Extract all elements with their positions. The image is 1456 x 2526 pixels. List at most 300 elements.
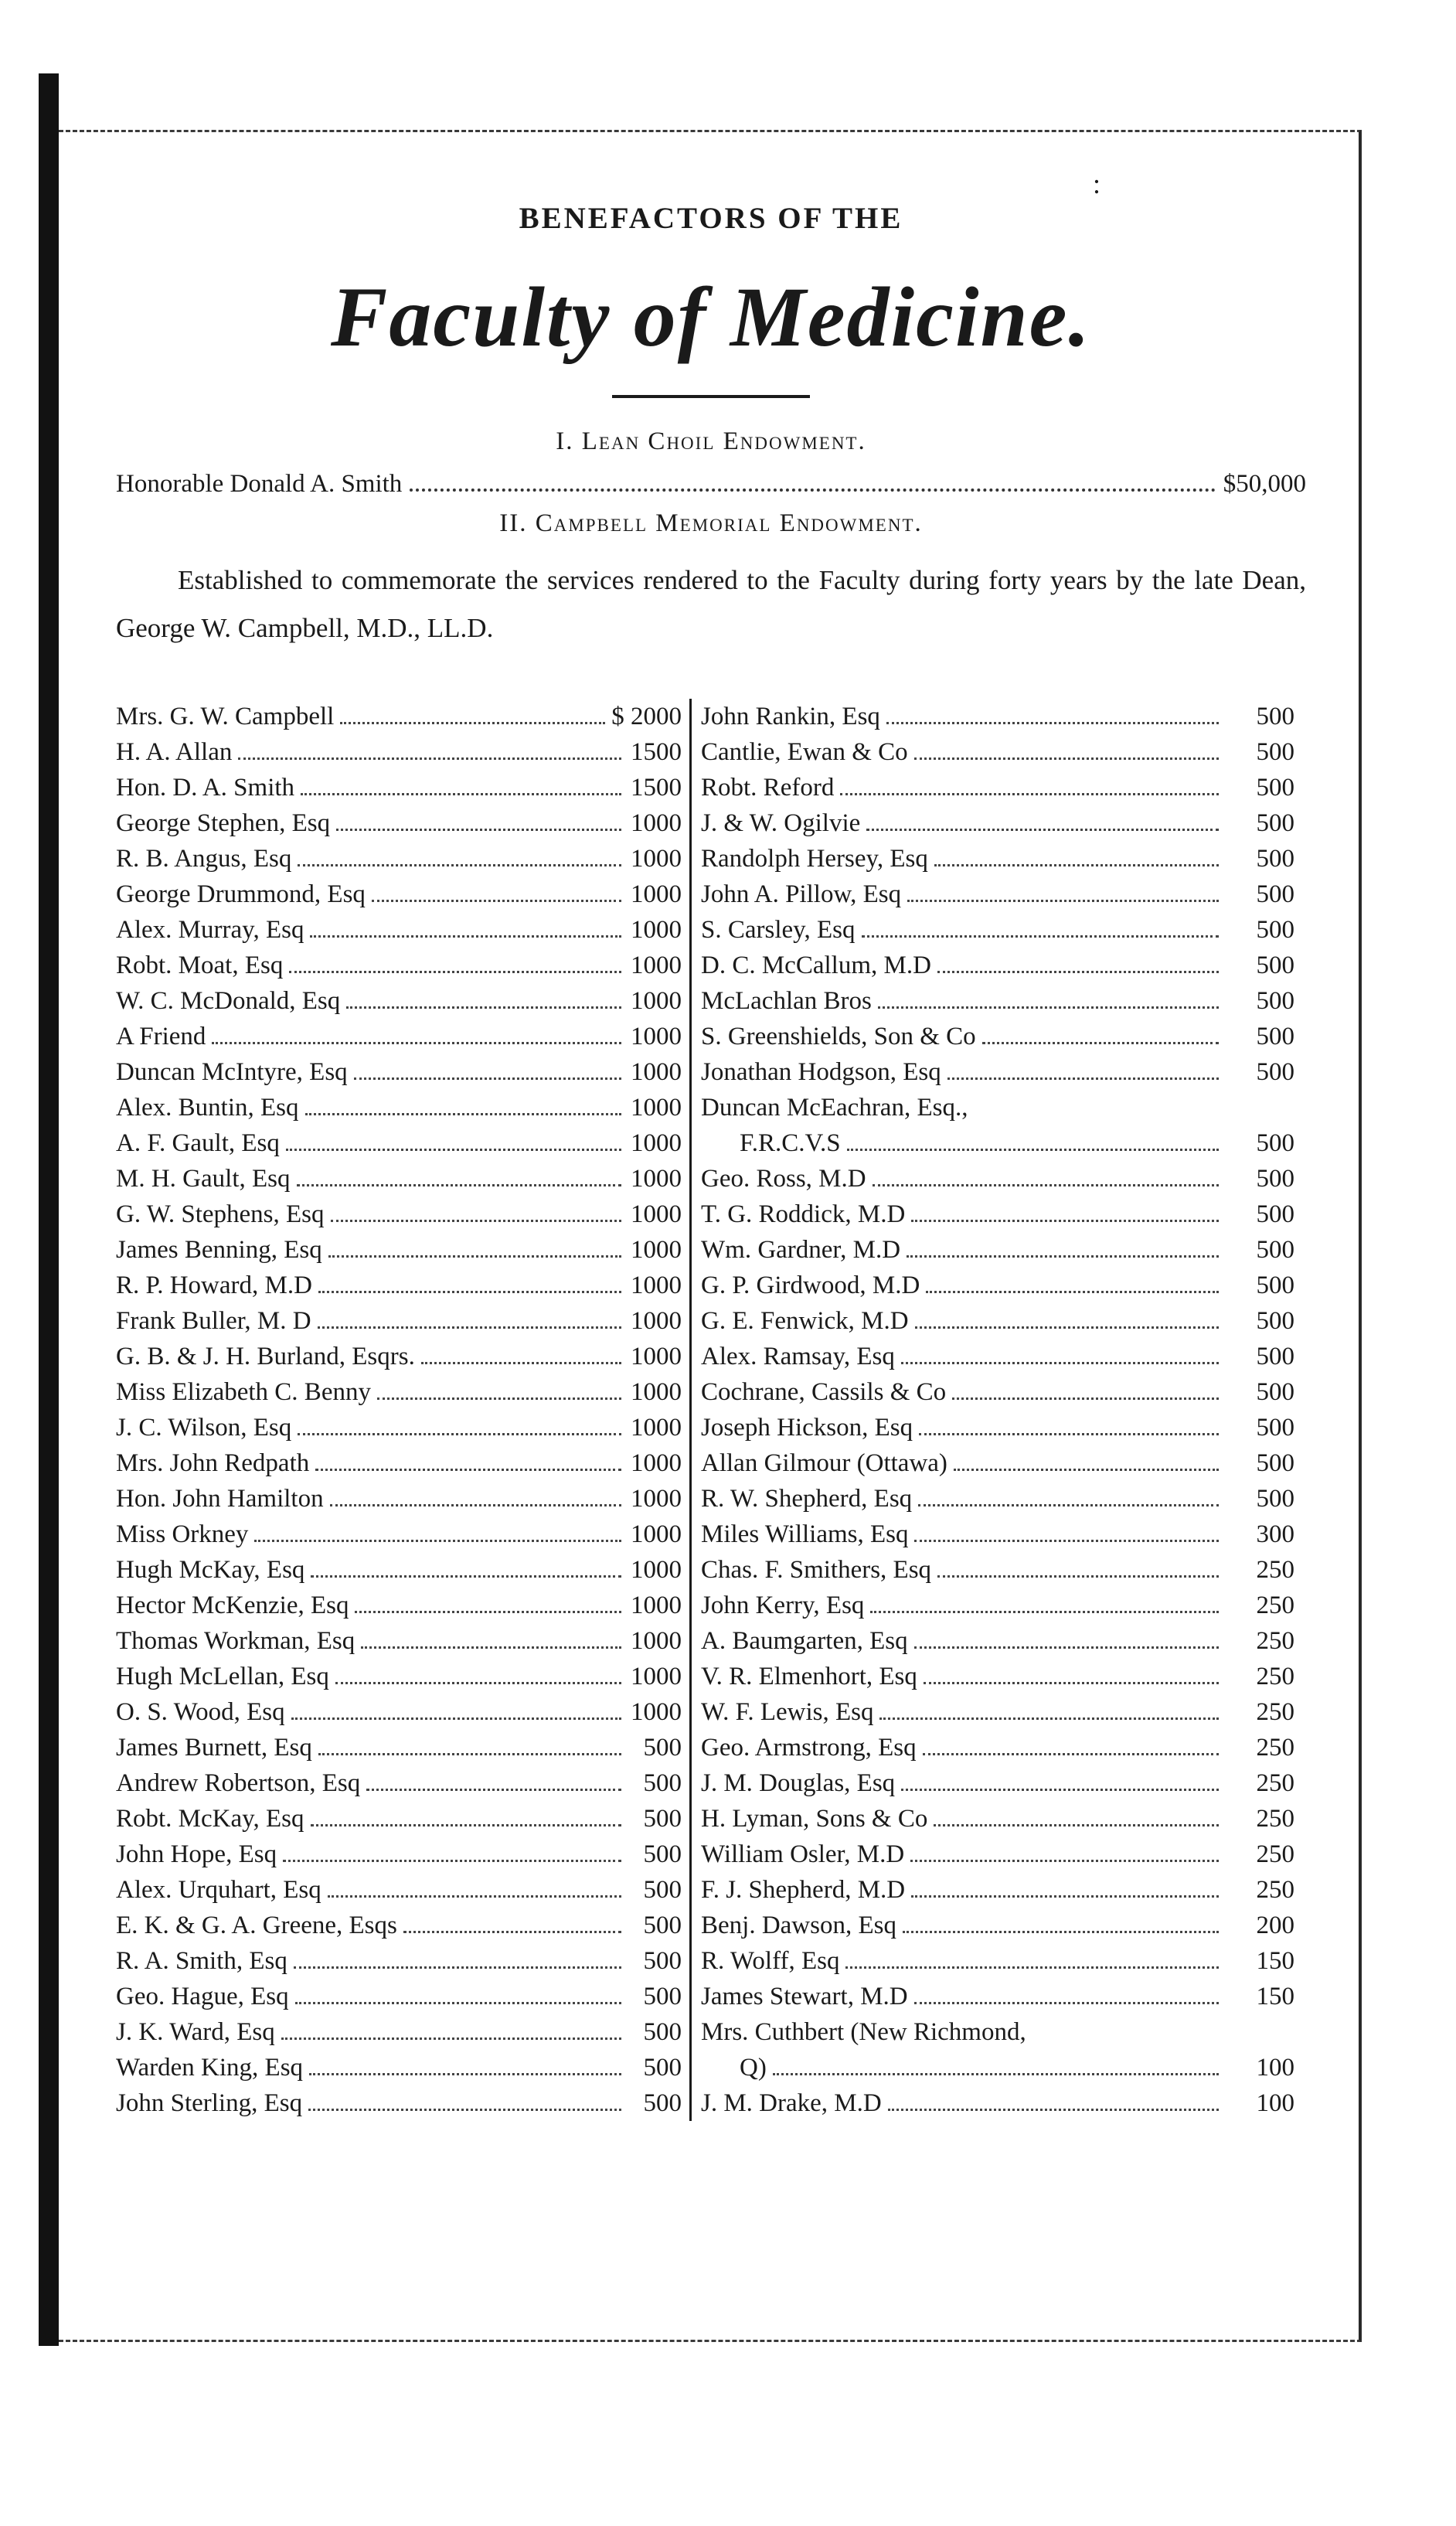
- donor-row: [116, 699, 682, 734]
- donor-name: G. P. Girdwood, M.D: [701, 1272, 920, 1299]
- donor-amount: 500: [643, 1876, 682, 1904]
- donor-row: [701, 1481, 1294, 1517]
- donor-row: [116, 1908, 682, 1943]
- donor-row: [116, 2050, 682, 2085]
- donor-row: [701, 1125, 1294, 1161]
- donor-name: George Drummond, Esq: [116, 880, 366, 908]
- donor-name: Warden King, Esq: [116, 2054, 304, 2082]
- dot-leader: [238, 757, 621, 760]
- donor-amount: 500: [643, 2054, 682, 2082]
- donor-row: [701, 983, 1294, 1019]
- donor-amount: 500: [1256, 1378, 1294, 1406]
- donor-name: Cochrane, Cassils & Co: [701, 1378, 947, 1406]
- donor-row: [701, 1517, 1294, 1552]
- dot-leader: [866, 829, 1219, 831]
- donor-name: Hugh McLellan, Esq: [116, 1663, 329, 1690]
- dot-leader: [297, 1184, 622, 1186]
- donor-amount: 1000: [631, 1485, 682, 1513]
- donor-row: [116, 1410, 682, 1445]
- dot-leader: [845, 1966, 1219, 1969]
- donor-row: [701, 1410, 1294, 1445]
- donor-amount: 1000: [631, 1378, 682, 1406]
- header-subtitle: BENEFACTORS OF THE: [519, 202, 903, 235]
- header-title: Faculty of Medicine.: [330, 270, 1092, 364]
- dot-leader: [330, 1504, 621, 1506]
- donor-name: F. J. Shepherd, M.D: [701, 1876, 906, 1904]
- donor-row: [701, 1837, 1294, 1872]
- donor-name: T. G. Roddick, M.D: [701, 1200, 906, 1228]
- dot-leader: [254, 1540, 621, 1542]
- dot-leader: [331, 1220, 621, 1222]
- donor-row: [701, 1303, 1294, 1339]
- donor-amount: 500: [1256, 1449, 1294, 1477]
- donor-amount: 1000: [631, 1663, 682, 1690]
- donor-amount: 500: [643, 1912, 682, 1939]
- dot-leader: [355, 1611, 621, 1613]
- dot-leader: [336, 829, 621, 831]
- right-donor-column: [692, 699, 1294, 2121]
- donor-name: Miles Williams, Esq: [701, 1520, 909, 1548]
- donor-amount: 500: [1256, 1272, 1294, 1299]
- donor-amount: 1000: [631, 1236, 682, 1264]
- dot-leader: [937, 971, 1219, 973]
- dot-leader: [289, 971, 621, 973]
- dot-leader: [301, 793, 621, 795]
- donor-name: J. C. Wilson, Esq: [116, 1414, 292, 1442]
- donor-row: [701, 1659, 1294, 1694]
- donor-amount: 1000: [631, 1094, 682, 1122]
- donor-amount: 1000: [631, 987, 682, 1015]
- donor-row: [116, 1019, 682, 1054]
- dot-leader: [311, 1575, 621, 1578]
- donor-name: R. W. Shepherd, Esq: [701, 1485, 913, 1513]
- donor-row: [701, 1161, 1294, 1197]
- donor-name: McLachlan Bros: [701, 987, 872, 1015]
- dot-leader: [937, 1575, 1219, 1578]
- donor-name: Allan Gilmour (Ottawa): [701, 1449, 947, 1477]
- donor-row: [116, 1339, 682, 1374]
- donor-amount: 500: [1256, 1307, 1294, 1335]
- donor-amount: 500: [643, 1947, 682, 1975]
- donor-name: Q): [740, 2054, 767, 2082]
- donor-name: Chas. F. Smithers, Esq: [701, 1556, 932, 1584]
- donor-amount: 1000: [631, 1449, 682, 1477]
- donor-row: [116, 1623, 682, 1659]
- dot-leader: [934, 864, 1219, 866]
- donor-amount: 500: [643, 2018, 682, 2046]
- donor-amount: 500: [1256, 987, 1294, 1015]
- dot-leader: [294, 1966, 621, 1969]
- donor-amount: 1000: [631, 1343, 682, 1370]
- donor-row: [116, 877, 682, 912]
- donor-name: Randolph Hersey, Esq: [701, 845, 928, 873]
- donor-row: [116, 1481, 682, 1517]
- donor-name: E. K. & G. A. Greene, Esqs: [116, 1912, 397, 1939]
- donor-amount: 500: [643, 1734, 682, 1762]
- dot-leader: [910, 1860, 1219, 1862]
- donor-row: [116, 2014, 682, 2050]
- donor-name: Duncan McIntyre, Esq: [116, 1058, 348, 1086]
- dot-leader: [862, 935, 1219, 938]
- donor-amount: 1000: [631, 952, 682, 979]
- donor-name: O. S. Wood, Esq: [116, 1698, 285, 1726]
- dot-leader: [361, 1646, 621, 1649]
- donor-amount: 500: [1256, 1165, 1294, 1193]
- donor-row: [116, 1943, 682, 1979]
- dot-leader: [315, 1469, 621, 1471]
- donor-name: R. B. Angus, Esq: [116, 845, 292, 873]
- donor-name: Alex. Ramsay, Esq: [701, 1343, 895, 1370]
- donor-amount: 1000: [631, 1627, 682, 1655]
- dot-leader: [305, 1113, 622, 1115]
- donor-name: Alex. Murray, Esq: [116, 916, 304, 944]
- donor-row: [701, 877, 1294, 912]
- donor-name: Alex. Buntin, Esq: [116, 1094, 299, 1122]
- donor-name: Miss Elizabeth C. Benny: [116, 1378, 371, 1406]
- dot-leader: [907, 1255, 1219, 1258]
- donor-amount: 250: [1256, 1556, 1294, 1584]
- dot-leader: [954, 1469, 1219, 1471]
- dot-leader: [311, 1824, 621, 1826]
- dot-leader: [914, 2002, 1219, 2004]
- donor-amount: 500: [1256, 1485, 1294, 1513]
- donor-name: Hector McKenzie, Esq: [116, 1592, 349, 1619]
- donor-row: [116, 1872, 682, 1908]
- donor-row: [116, 1445, 682, 1481]
- donor-name: Thomas Workman, Esq: [116, 1627, 355, 1655]
- donor-amount: 1000: [631, 1592, 682, 1619]
- donor-row: [701, 1588, 1294, 1623]
- donor-row: [116, 1588, 682, 1623]
- dot-leader: [212, 1042, 621, 1044]
- donor-row: [116, 948, 682, 983]
- donor-amount: 1000: [631, 1414, 682, 1442]
- donor-name: Robt. Moat, Esq: [116, 952, 284, 979]
- dot-leader: [295, 2002, 621, 2004]
- donor-amount: 1000: [631, 845, 682, 873]
- donor-row: [116, 1801, 682, 1837]
- donor-row: [701, 1197, 1294, 1232]
- dot-leader: [888, 2109, 1219, 2111]
- donor-name: Jonathan Hodgson, Esq: [701, 1058, 941, 1086]
- donor-name: Geo. Armstrong, Esq: [701, 1734, 917, 1762]
- donor-name: H. Lyman, Sons & Co: [701, 1805, 928, 1833]
- donor-name: John Kerry, Esq: [701, 1592, 865, 1619]
- donor-name: R. Wolff, Esq: [701, 1947, 840, 1975]
- donor-name: Mrs. Cuthbert (New Richmond,: [701, 2018, 1026, 2046]
- donor-amount: 500: [1256, 1200, 1294, 1228]
- donor-name: James Stewart, M.D: [701, 1983, 908, 2010]
- dot-leader: [926, 1291, 1219, 1293]
- donor-row: [116, 1197, 682, 1232]
- donor-name: G. W. Stephens, Esq: [116, 1200, 325, 1228]
- donor-row: [701, 841, 1294, 877]
- donor-row: [701, 1054, 1294, 1090]
- donor-name: Mrs. John Redpath: [116, 1449, 310, 1477]
- donor-amount: 250: [1256, 1627, 1294, 1655]
- donor-name: Andrew Robertson, Esq: [116, 1769, 361, 1797]
- dot-leader: [915, 1326, 1219, 1329]
- donor-amount: 250: [1256, 1734, 1294, 1762]
- section1-donor-line: [116, 470, 1306, 499]
- donor-name: S. Carsley, Esq: [701, 916, 856, 944]
- donor-amount: 1000: [631, 916, 682, 944]
- donor-amount: 1500: [631, 774, 682, 802]
- title-rule: [612, 395, 810, 398]
- section2-heading: II. Campbell Memorial Endowment.: [499, 509, 923, 537]
- book-spine-shadow: [39, 73, 59, 2346]
- dot-leader: [914, 1540, 1219, 1542]
- donor-amount: 1000: [631, 1165, 682, 1193]
- donor-row: [116, 1090, 682, 1125]
- donor-name: W. C. McDonald, Esq: [116, 987, 341, 1015]
- dot-leader: [318, 1326, 621, 1329]
- donor-amount: 250: [1256, 1769, 1294, 1797]
- donor-row: [701, 1730, 1294, 1765]
- donor-row: [701, 1623, 1294, 1659]
- donor-name: Geo. Hague, Esq: [116, 1983, 289, 2010]
- donor-name: Robt. Reford: [701, 774, 835, 802]
- donor-amount: 250: [1256, 1592, 1294, 1619]
- dot-leader: [878, 1006, 1219, 1009]
- donor-row: [701, 1268, 1294, 1303]
- dot-leader: [840, 793, 1219, 795]
- donor-amount: 150: [1256, 1947, 1294, 1975]
- donor-row: [701, 734, 1294, 770]
- donor-row: [116, 1303, 682, 1339]
- donor-row: [701, 1090, 1294, 1125]
- donor-row: [701, 1445, 1294, 1481]
- donor-row: [701, 1552, 1294, 1588]
- dot-leader: [421, 1362, 621, 1364]
- donor-name: G. E. Fenwick, M.D: [701, 1307, 909, 1335]
- dot-leader: [318, 1753, 621, 1755]
- donor-amount: 1000: [631, 1023, 682, 1050]
- donor-amount: 250: [1256, 1876, 1294, 1904]
- dot-leader: [907, 900, 1219, 902]
- donor-row: [701, 1979, 1294, 2014]
- donor-amount: 500: [1256, 774, 1294, 802]
- donor-row: [116, 1659, 682, 1694]
- donor-row: [116, 1125, 682, 1161]
- donor-name: George Stephen, Esq: [116, 809, 331, 837]
- donor-name: Benj. Dawson, Esq: [701, 1912, 896, 1939]
- dot-leader: [377, 1397, 621, 1400]
- dot-leader: [914, 1646, 1219, 1649]
- donor-name: Geo. Ross, M.D: [701, 1165, 866, 1193]
- dot-leader: [298, 864, 621, 866]
- donor-name: James Benning, Esq: [116, 1236, 322, 1264]
- donor-name: J. M. Douglas, Esq: [701, 1769, 896, 1797]
- donor-amount: 100: [1256, 2054, 1294, 2082]
- donor-row: [701, 805, 1294, 841]
- donor-row: [116, 1268, 682, 1303]
- donor-row: [701, 1943, 1294, 1979]
- donor-name: Hugh McKay, Esq: [116, 1556, 305, 1584]
- donor-amount: 500: [1256, 1414, 1294, 1442]
- dot-leader: [934, 1824, 1219, 1826]
- donor-name: R. A. Smith, Esq: [116, 1947, 287, 1975]
- donor-amount: 1000: [631, 1520, 682, 1548]
- donor-row: [116, 805, 682, 841]
- donor-row: [701, 1019, 1294, 1054]
- donor-name: D. C. McCallum, M.D: [701, 952, 931, 979]
- donor-row: [701, 1765, 1294, 1801]
- donor-amount: 1000: [631, 809, 682, 837]
- donor-row: [116, 1161, 682, 1197]
- donor-row: [701, 1232, 1294, 1268]
- donor-name: W. F. Lewis, Esq: [701, 1698, 874, 1726]
- section1-donor-name: Honorable Donald A. Smith: [116, 470, 403, 498]
- donor-name: H. A. Allan: [116, 738, 233, 766]
- donor-amount: 500: [1256, 916, 1294, 944]
- dot-leader: [410, 489, 1215, 492]
- donor-name: Joseph Hickson, Esq: [701, 1414, 913, 1442]
- dot-leader: [911, 1220, 1219, 1222]
- donor-row: [116, 770, 682, 805]
- donor-row: [701, 1872, 1294, 1908]
- donor-name: James Burnett, Esq: [116, 1734, 312, 1762]
- donor-name: Hon. D. A. Smith: [116, 774, 295, 802]
- donor-amount: 1000: [631, 880, 682, 908]
- donor-amount: 500: [1256, 880, 1294, 908]
- donor-amount: 500: [643, 1769, 682, 1797]
- donor-row: [116, 1730, 682, 1765]
- donor-name: John A. Pillow, Esq: [701, 880, 902, 908]
- dot-leader: [923, 1753, 1219, 1755]
- donor-row: [701, 2085, 1294, 2121]
- donor-amount: 500: [1256, 1058, 1294, 1086]
- donor-row: [116, 1517, 682, 1552]
- dot-leader: [308, 2109, 621, 2111]
- dot-leader: [886, 722, 1219, 724]
- donor-row: [701, 1339, 1294, 1374]
- donor-name: John Sterling, Esq: [116, 2089, 303, 2117]
- donor-name: Mrs. G. W. Campbell: [116, 703, 335, 730]
- dot-leader: [879, 1717, 1219, 1720]
- margin-mark: :: [1093, 169, 1101, 199]
- donor-name: John Rankin, Esq: [701, 703, 880, 730]
- donor-amount: 100: [1256, 2089, 1294, 2117]
- donor-row: [701, 1694, 1294, 1730]
- dot-leader: [318, 1291, 621, 1293]
- donor-row: [116, 734, 682, 770]
- donor-name: Duncan McEachran, Esq.,: [701, 1094, 968, 1122]
- dot-leader: [346, 1006, 621, 1009]
- donor-name: V. R. Elmenhort, Esq: [701, 1663, 917, 1690]
- donor-name: William Osler, M.D: [701, 1840, 905, 1868]
- donor-name: Miss Orkney: [116, 1520, 249, 1548]
- donor-row: [116, 1694, 682, 1730]
- dot-leader: [952, 1397, 1219, 1400]
- section1-heading: I. Lean Choil Endowment.: [556, 427, 866, 455]
- page-content: [116, 193, 1306, 2121]
- donor-amount: 500: [643, 1840, 682, 1868]
- dot-leader: [372, 900, 621, 902]
- dot-leader: [309, 2073, 621, 2075]
- dot-leader: [403, 1931, 621, 1933]
- donor-row: [116, 1232, 682, 1268]
- dot-leader: [335, 1682, 621, 1684]
- donor-row: [701, 2050, 1294, 2085]
- donor-name: Frank Buller, M. D: [116, 1307, 311, 1335]
- dot-leader: [870, 1611, 1219, 1613]
- donor-amount: 1000: [631, 1556, 682, 1584]
- dot-leader: [286, 1149, 621, 1151]
- dot-leader: [919, 1433, 1219, 1435]
- donor-row: [116, 1837, 682, 1872]
- section2-description: Established to commemorate the services rendered to the Faculty during forty years by the late Dean, George W. Campbell, M.D., LL.D.: [116, 565, 1306, 643]
- dot-leader: [366, 1789, 621, 1791]
- donor-row: [116, 983, 682, 1019]
- donor-name: R. P. Howard, M.D: [116, 1272, 312, 1299]
- donor-name: F.R.C.V.S: [740, 1129, 841, 1157]
- donor-amount: 1500: [631, 738, 682, 766]
- dot-leader: [947, 1077, 1219, 1080]
- donor-name: G. B. & J. H. Burland, Esqrs.: [116, 1343, 415, 1370]
- section1-donor-amount: $50,000: [1223, 470, 1306, 498]
- dot-leader: [924, 1682, 1219, 1684]
- donor-amount: 500: [1256, 809, 1294, 837]
- donor-row: [116, 1374, 682, 1410]
- left-donor-column: [116, 699, 689, 2121]
- donor-amount: 200: [1256, 1912, 1294, 1939]
- dot-leader: [911, 1895, 1219, 1898]
- donor-amount: 250: [1256, 1663, 1294, 1690]
- donor-row: [701, 912, 1294, 948]
- donor-amount: 500: [1256, 1023, 1294, 1050]
- donor-name: J. & W. Ogilvie: [701, 809, 861, 837]
- donor-amount: 1000: [631, 1058, 682, 1086]
- donor-name: John Hope, Esq: [116, 1840, 277, 1868]
- donor-name: Robt. McKay, Esq: [116, 1805, 304, 1833]
- dot-leader: [903, 1931, 1219, 1933]
- donor-row: [116, 2085, 682, 2121]
- donor-row: [701, 948, 1294, 983]
- dot-leader: [328, 1895, 621, 1898]
- donor-amount: 500: [1256, 845, 1294, 873]
- donor-amount: 300: [1256, 1520, 1294, 1548]
- donor-name: A. F. Gault, Esq: [116, 1129, 280, 1157]
- donor-amount: 1000: [631, 1200, 682, 1228]
- donor-amount: 500: [1256, 738, 1294, 766]
- donor-row: [116, 1765, 682, 1801]
- donor-name: M. H. Gault, Esq: [116, 1165, 291, 1193]
- donor-amount: 500: [1256, 1236, 1294, 1264]
- dot-leader: [873, 1184, 1219, 1186]
- dot-leader: [918, 1504, 1219, 1506]
- dot-leader: [291, 1717, 621, 1720]
- donor-row: [701, 770, 1294, 805]
- donor-row: [116, 912, 682, 948]
- dot-leader: [298, 1433, 621, 1435]
- donor-row: [701, 1374, 1294, 1410]
- dot-leader: [847, 1149, 1219, 1151]
- dot-leader: [914, 757, 1219, 760]
- donor-amount: $ 2000: [611, 703, 682, 730]
- donor-amount: 1000: [631, 1129, 682, 1157]
- donor-name: A Friend: [116, 1023, 206, 1050]
- donor-row: [701, 699, 1294, 734]
- dot-leader: [283, 1860, 621, 1862]
- donor-amount: 500: [643, 1805, 682, 1833]
- dot-leader: [310, 935, 621, 938]
- donor-row: [701, 1801, 1294, 1837]
- donor-amount: 1000: [631, 1307, 682, 1335]
- donor-row: [116, 1979, 682, 2014]
- donor-amount: 1000: [631, 1272, 682, 1299]
- dot-leader: [281, 2037, 621, 2040]
